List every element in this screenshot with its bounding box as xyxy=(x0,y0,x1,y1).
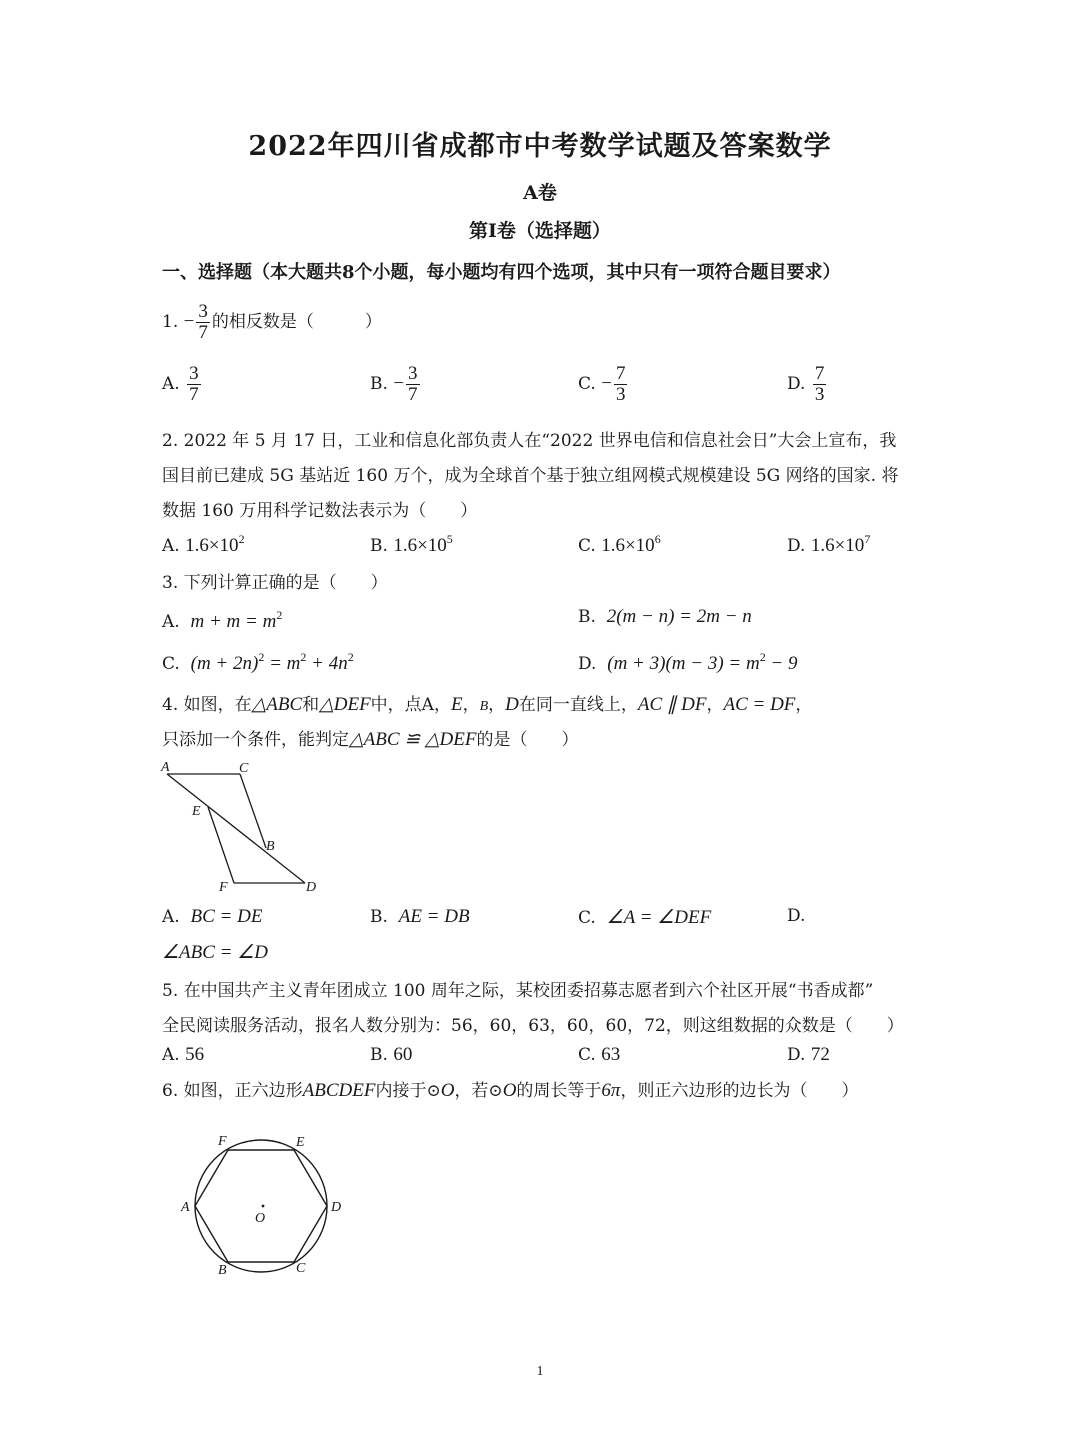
point-label-c: C xyxy=(239,761,249,776)
question-1-option-a[interactable]: A. $\frac{3}{7}$ xyxy=(162,363,199,405)
question-2-option-b[interactable]: B. $1.6\times 10^5$ xyxy=(370,532,453,556)
point-label-e: E xyxy=(192,804,201,819)
question-5-line-1: 5. 在中国共产主义青年团成立 100 周年之际，某校团委招募志愿者到六个社区开展“书香成都” xyxy=(162,981,874,1001)
question-4-option-d[interactable]: D. xyxy=(787,906,806,926)
volume-label: A卷 xyxy=(523,182,557,204)
point-label-d: D xyxy=(331,1200,342,1215)
point-label-c: C xyxy=(296,1261,306,1276)
question-1-option-d[interactable]: D. $\frac{7}{3}$ xyxy=(787,363,825,405)
question-3-option-d[interactable]: D. $(m + 3)(m - 3) = m^2 - 9$ xyxy=(578,650,798,674)
question-5-option-c[interactable]: C. 63 xyxy=(578,1044,621,1065)
question-3-stem: 3. 下列计算正确的是（ ） xyxy=(162,573,388,593)
question-2-line-2: 国目前已建成 5G 基站近 160 万个，成为全球首个基于独立组网模式规模建设 5G 网络的国家. 将 xyxy=(162,466,899,486)
question-6-figure xyxy=(170,1125,360,1285)
fraction: $\frac{3}{7}$ xyxy=(198,301,208,343)
part-label: 第Ⅰ卷（选择题） xyxy=(469,220,611,242)
question-4-line-1: 4. 如图，在△ABC和△DEF中，点A，E，B，D在同一直线上，AC ∥ DF，AC = DF， xyxy=(162,694,813,715)
point-label-o: O xyxy=(255,1211,266,1226)
question-6-stem: 6. 如图，正六边形ABCDEF内接于⊙O，若⊙O的周长等于6π，则正六边形的边长为（ ） xyxy=(162,1080,859,1101)
point-label-a: A xyxy=(181,1200,190,1215)
question-3-option-b[interactable]: B. 2(m − n) = 2m − n xyxy=(578,606,752,627)
question-5-option-a[interactable]: A. 56 xyxy=(162,1044,205,1065)
question-4-option-a[interactable]: A. BC = DE xyxy=(162,906,263,927)
question-2-option-d[interactable]: D. $1.6\times 10^7$ xyxy=(787,532,871,556)
question-1-option-b[interactable]: B. − $\frac{3}{7}$ xyxy=(370,363,418,405)
question-4-option-b[interactable]: B. AE = DB xyxy=(370,906,470,927)
question-5-option-d[interactable]: D. 72 xyxy=(787,1044,830,1065)
question-5-option-b[interactable]: B. 60 xyxy=(370,1044,413,1065)
question-3-option-c[interactable]: C. $(m + 2n)^2 = m^2 + 4n^2$ xyxy=(162,650,354,674)
point-label-e: E xyxy=(296,1135,305,1150)
page-title: 2022年四川省成都市中考数学试题及答案数学 xyxy=(248,131,832,162)
point-label-b: B xyxy=(218,1263,227,1278)
question-1-stem: 1. − $\frac{3}{7}$ 的相反数是（ ） xyxy=(162,301,382,343)
section-heading: 一、选择题（本大题共8个小题，每小题均有四个选项，其中只有一项符合题目要求） xyxy=(162,262,841,283)
question-1-option-c[interactable]: C. − $\frac{7}{3}$ xyxy=(578,363,626,405)
question-2-line-3: 数据 160 万用科学记数法表示为（ ） xyxy=(162,501,478,521)
point-label-f: F xyxy=(219,880,228,895)
question-5-line-2: 全民阅读服务活动，报名人数分别为：56，60，63，60，60，72，则这组数据的众数是（ ） xyxy=(162,1016,904,1036)
question-4-option-c[interactable]: C. ∠A = ∠DEF xyxy=(578,907,712,928)
question-2-option-a[interactable]: A. $1.6\times 10^2$ xyxy=(162,532,245,556)
question-2-option-c[interactable]: C. $1.6\times 10^6$ xyxy=(578,532,661,556)
question-4-figure xyxy=(150,755,340,900)
question-2-line-1: 2. 2022 年 5 月 17 日，工业和信息化部负责人在“2022 世界电信和信息社会日”大会上宣布，我 xyxy=(162,431,897,451)
question-3-option-a[interactable]: A. $m + m = m^2$ xyxy=(162,608,283,632)
point-label-d: D xyxy=(306,880,317,895)
question-4-option-d-expr[interactable]: ∠ABC = ∠D xyxy=(162,942,268,963)
question-4-line-2: 只添加一个条件，能判定△ABC ≌ △DEF的是（ ） xyxy=(162,729,579,750)
point-label-a: A xyxy=(161,760,170,775)
point-label-f: F xyxy=(218,1134,227,1149)
point-label-b: B xyxy=(266,839,275,854)
page-number: 1 xyxy=(536,1364,544,1379)
